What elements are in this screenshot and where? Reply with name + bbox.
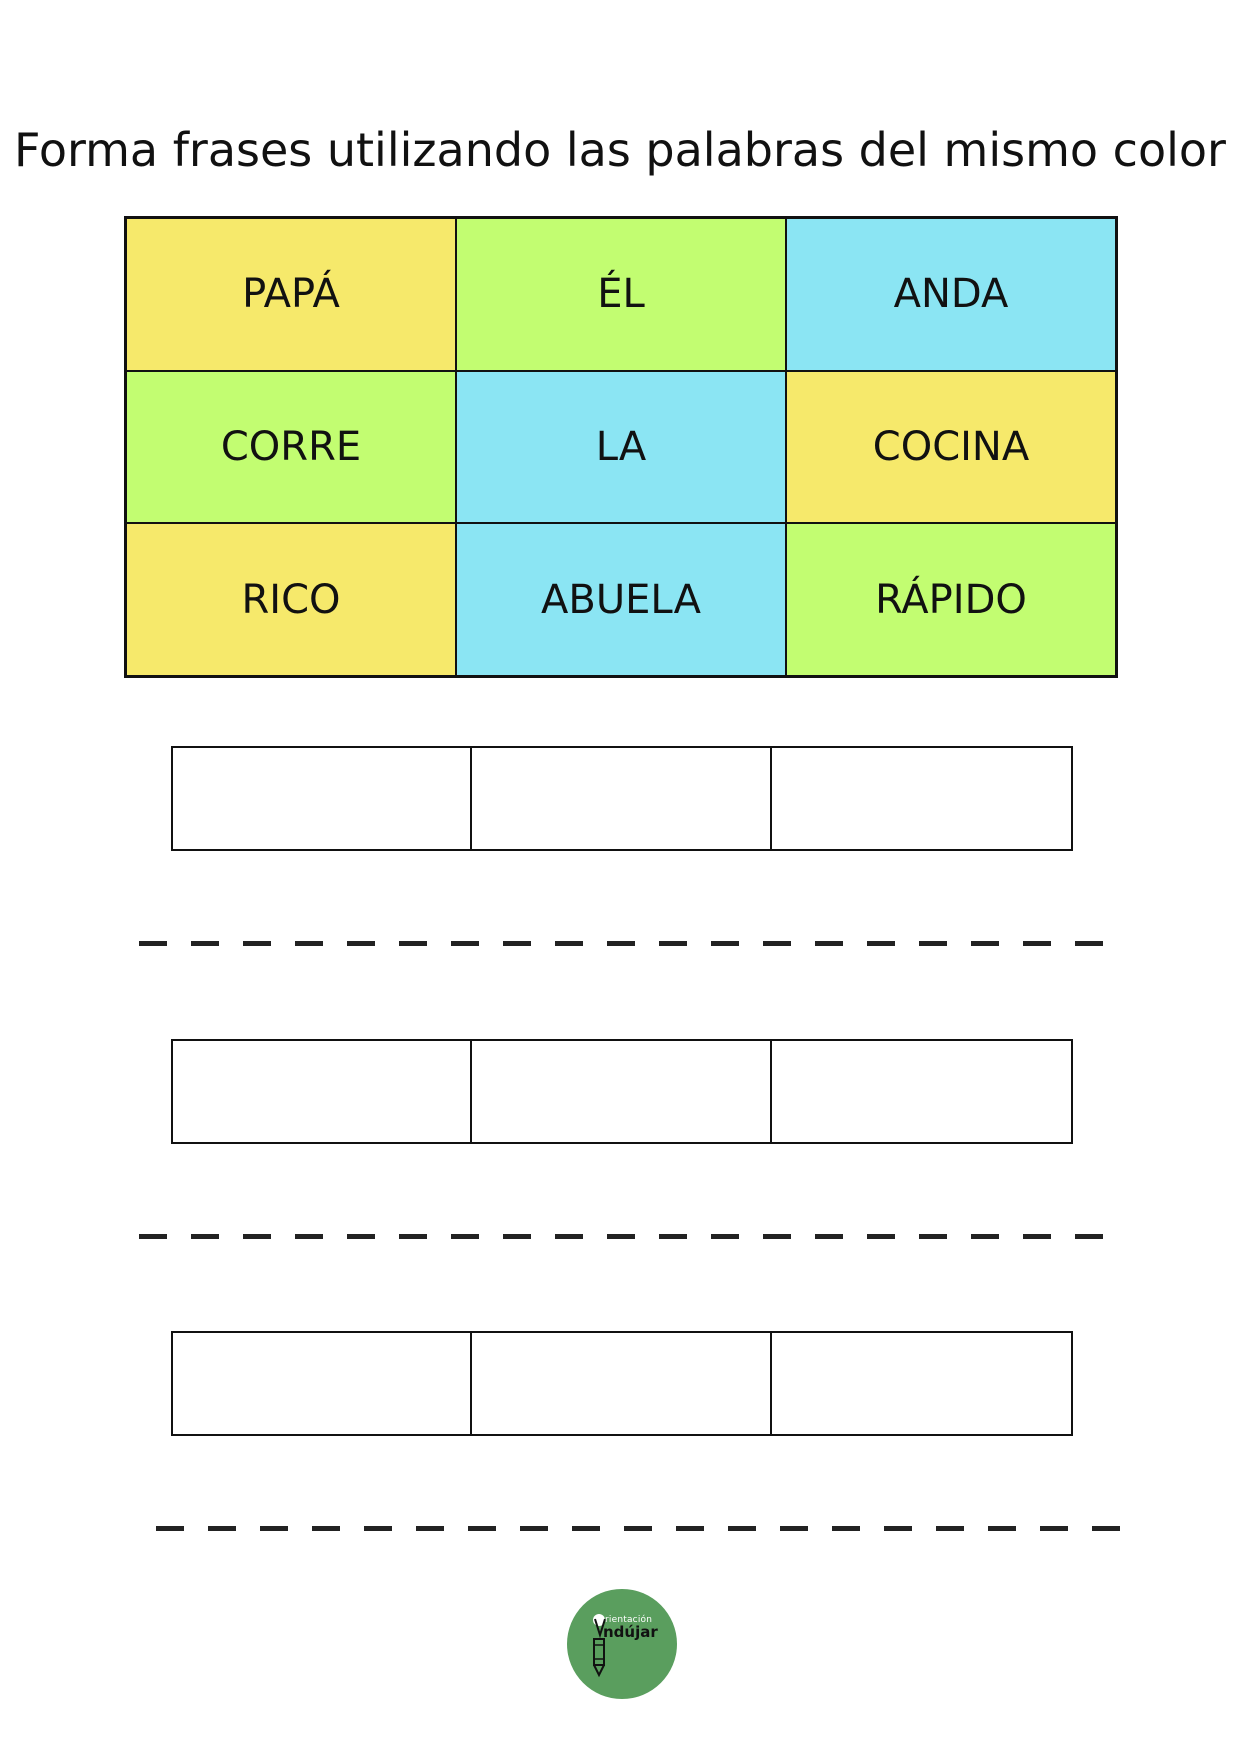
answer-box[interactable] — [472, 1333, 771, 1434]
word-cell: COCINA — [786, 371, 1116, 524]
orientacion-andujar-logo — [567, 1589, 677, 1699]
word-cell: PAPÁ — [126, 218, 456, 371]
word-grid — [124, 216, 1118, 678]
answer-box[interactable] — [772, 1041, 1071, 1142]
writing-line-2[interactable] — [139, 1234, 1103, 1239]
answer-box[interactable] — [472, 748, 771, 849]
word-cell: RÁPIDO — [786, 523, 1116, 676]
worksheet-title: Forma frases utilizando las palabras del mismo color — [14, 123, 1226, 177]
answer-box[interactable] — [173, 748, 472, 849]
word-cell: ÉL — [456, 218, 786, 371]
word-cell: RICO — [126, 523, 456, 676]
word-cell: ABUELA — [456, 523, 786, 676]
word-cell: LA — [456, 371, 786, 524]
answer-row-3 — [171, 1331, 1073, 1436]
word-cell: ANDA — [786, 218, 1116, 371]
answer-box[interactable] — [173, 1041, 472, 1142]
answer-row-1 — [171, 746, 1073, 851]
pencil-icon — [567, 1589, 677, 1699]
writing-line-3[interactable] — [156, 1526, 1120, 1531]
answer-box[interactable] — [772, 1333, 1071, 1434]
answer-box[interactable] — [472, 1041, 771, 1142]
answer-box[interactable] — [173, 1333, 472, 1434]
writing-line-1[interactable] — [139, 941, 1103, 946]
answer-box[interactable] — [772, 748, 1071, 849]
answer-row-2 — [171, 1039, 1073, 1144]
logo-text-small: rientación — [605, 1615, 653, 1625]
logo-text-big: ndújar — [603, 1623, 658, 1641]
word-cell: CORRE — [126, 371, 456, 524]
